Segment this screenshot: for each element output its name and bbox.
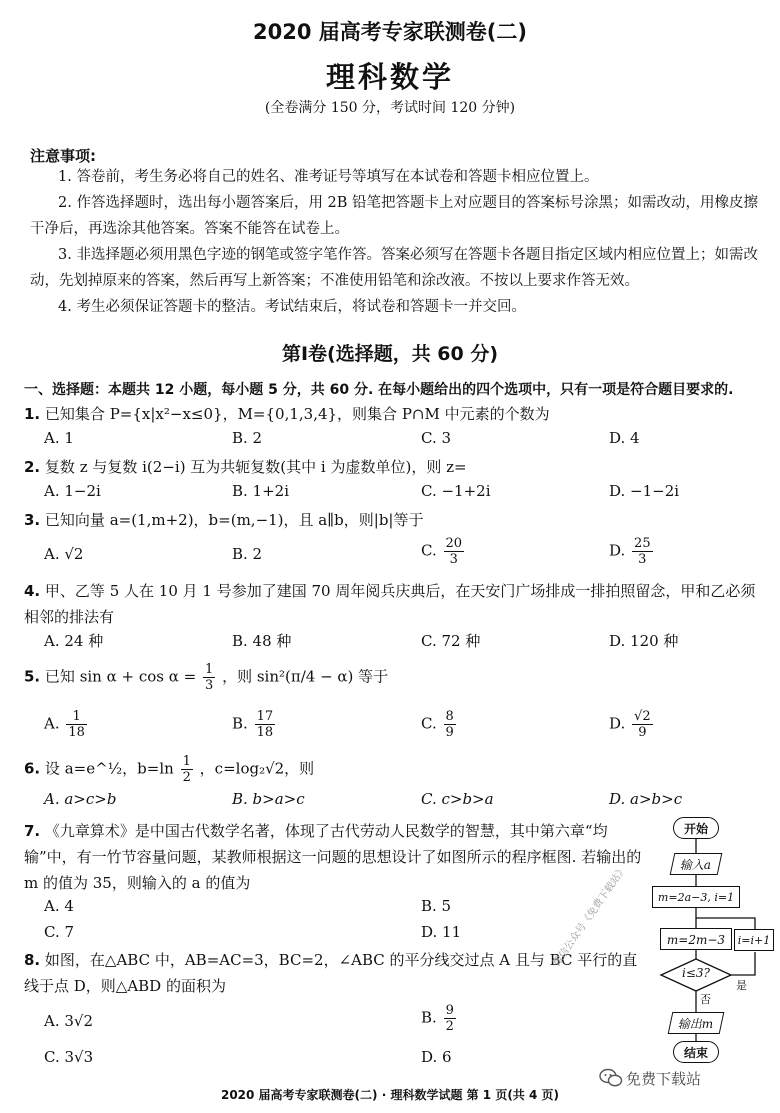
fraction: [632, 709, 653, 740]
flow-output: [668, 1012, 725, 1034]
option-d: [609, 536, 655, 567]
flow-end: 结束: [673, 1041, 719, 1063]
option-a: A. √2: [44, 545, 84, 563]
option-a: A. 1−2i: [44, 482, 101, 500]
flow-input-label: 输入a: [680, 858, 712, 872]
option-a: [44, 709, 89, 740]
question-3: [24, 507, 764, 533]
fraction-numerator: √2: [634, 709, 651, 724]
exam-info: (全卷满分 150 分，考试时间 120 分钟): [264, 100, 516, 116]
flow-update-i: i=i+1: [734, 929, 774, 951]
program-flowchart: [650, 815, 775, 1065]
option-letter: A.: [44, 714, 60, 733]
option-letter: D.: [609, 714, 626, 733]
question-number: 7.: [24, 822, 41, 840]
option-d: D. 11: [421, 923, 462, 941]
option-letter: B.: [421, 1008, 437, 1027]
question-stem: 《九章算术》是中国古代数学名著，体现了古代劳动人民数学的智慧，其中第六章“均输”中，有一竹节容量问题，某教师根据这一问题的思想设计了如图所示的程序框图. 若输出的 m 的值为 35，则输入的 a 的值为: [24, 822, 642, 892]
question-number: 8.: [24, 951, 41, 969]
fraction-numerator: 1: [66, 709, 87, 725]
question-number: 4.: [24, 582, 41, 600]
note-item-3: 3. 非选择题必须用黑色字迹的钢笔或签字笔作答。答案必须写在答题卡各题目指定区域内相应位置上；如需改动，先划掉原来的答案，然后再写上新答案；不准使用铅笔和涂改液。不按以上要求作答无效。: [30, 247, 758, 289]
part-title: 第Ⅰ卷(选择题，共 60 分): [281, 343, 499, 365]
question-stem-part-2: ，c=log₂√2，则: [199, 759, 315, 778]
fraction-denominator: 3: [449, 552, 458, 567]
option-a: A. 24 种: [44, 632, 104, 650]
fraction-numerator: 20: [445, 536, 463, 551]
option-letter: B.: [232, 714, 248, 733]
subject-title: 理科数学: [325, 60, 454, 94]
fraction-denominator: 2: [445, 1019, 454, 1034]
flow-no-label: 否: [700, 993, 711, 1006]
flow-output-label: 输出m: [678, 1017, 714, 1031]
option-c: [421, 536, 466, 567]
question-4: [24, 578, 764, 630]
option-b: B. b>a>c: [232, 790, 305, 808]
fraction: [66, 709, 87, 740]
note-item-4: 4. 考生必须保证答题卡的整洁。考试结束后，将试卷和答题卡一并交回。: [58, 299, 526, 315]
fraction: [181, 754, 193, 785]
fraction: [632, 536, 653, 567]
option-c: C. 3: [421, 429, 452, 447]
fraction-denominator: 18: [68, 725, 85, 740]
fraction-numerator: 17: [256, 709, 274, 724]
fraction: [255, 709, 276, 740]
option-b: B. 5: [421, 897, 452, 915]
option-b: [421, 1003, 458, 1034]
question-stem: 如图，在△ABC 中，AB=AC=3，BC=2，∠ABC 的平分线交过点 A 且与 BC 平行的直线于点 D，则△ABD 的面积为: [24, 951, 638, 995]
option-c: C. 7: [44, 923, 75, 941]
question-5: [24, 662, 764, 693]
option-b: B. 1+2i: [232, 482, 290, 500]
question-7: [24, 818, 646, 896]
fraction: [444, 536, 465, 567]
fraction-denominator: 9: [638, 725, 647, 740]
option-c: C. c>b>a: [421, 790, 494, 808]
fraction: [444, 709, 456, 740]
flow-start: 开始: [673, 817, 719, 839]
option-letter: C.: [421, 714, 437, 733]
option-c: C. 72 种: [421, 632, 481, 650]
exam-series-title: 2020 届高考专家联测卷(二): [253, 20, 527, 44]
fraction-denominator: 3: [205, 678, 214, 693]
option-letter: D.: [609, 541, 626, 560]
note-item-2: 2. 作答选择题时，选出每小题答案后，用 2B 铅笔把答题卡上对应题目的答案标号涂黑；如需改动，用橡皮擦干净后，再选涂其他答案。答案不能答在试卷上。: [30, 195, 759, 237]
fraction: [203, 662, 215, 693]
option-a: A. 4: [44, 897, 74, 915]
option-d: D. 4: [609, 429, 640, 447]
wechat-icon: [599, 1068, 623, 1088]
note-item-1: 1. 答卷前，考生务必将自己的姓名、准考证号等填写在本试卷和答题卡相应位置上。: [58, 169, 599, 185]
question-stem: 已知集合 P={x|x²−x≤0}，M={0,1,3,4}，则集合 P∩M 中元素的个数为: [44, 405, 550, 423]
fraction-numerator: 1: [205, 662, 214, 677]
option-a: A. 3√2: [44, 1012, 94, 1030]
fraction-denominator: 3: [638, 552, 647, 567]
option-b: [232, 709, 277, 740]
question-stem-part-1: 已知 sin α + cos α =: [44, 667, 197, 686]
option-d: D. −1−2i: [609, 482, 680, 500]
question-stem-part-1: 设 a=e^½，b=ln: [44, 759, 174, 778]
fraction: [444, 1003, 456, 1034]
side-watermark: 微信公众号《免费下载站》: [551, 863, 630, 969]
page-footer: 2020 届高考专家联测卷(二) · 理科数学试题 第 1 页(共 4 页): [220, 1088, 560, 1102]
fraction-numerator: 1: [182, 754, 191, 769]
flow-update-m: m=2m−3: [660, 928, 732, 950]
option-b: B. 48 种: [232, 632, 292, 650]
flow-input: [670, 853, 723, 875]
option-d: [609, 709, 655, 740]
option-b: B. 2: [232, 429, 263, 447]
watermark-text: 免费下载站: [626, 1070, 702, 1088]
section-intro: 一、选择题：本题共 12 小题，每小题 5 分，共 60 分. 在每小题给出的四个选项中，只有一项是符合题目要求的.: [24, 382, 734, 398]
question-number: 2.: [24, 458, 41, 476]
flow-condition: i≤3?: [682, 966, 710, 980]
option-a: A. a>c>b: [44, 790, 117, 808]
fraction-denominator: 9: [445, 725, 454, 740]
question-stem: 已知向量 a=(1,m+2)，b=(m,−1)，且 a∥b，则|b|等于: [44, 511, 424, 529]
option-b: B. 2: [232, 545, 263, 563]
question-1: [24, 401, 764, 427]
question-2: [24, 454, 764, 480]
option-a: A. 1: [44, 429, 74, 447]
question-stem-part-2: ，则 sin²(π/4 − α) 等于: [222, 667, 389, 686]
question-number: 3.: [24, 511, 41, 529]
question-number: 5.: [24, 667, 41, 686]
option-d: D. a>b>c: [609, 790, 683, 808]
question-number: 6.: [24, 759, 41, 778]
option-d: D. 6: [421, 1048, 452, 1066]
fraction-numerator: 8: [445, 709, 454, 724]
option-c: [421, 709, 458, 740]
notes-title: 注意事项:: [30, 147, 96, 165]
fraction-numerator: 9: [445, 1003, 454, 1018]
flow-yes-label: 是: [736, 979, 747, 992]
option-d: D. 120 种: [609, 632, 679, 650]
fraction-denominator: 18: [256, 725, 274, 740]
fraction-numerator: 25: [634, 536, 651, 551]
fraction-denominator: 2: [182, 770, 191, 785]
question-stem: 复数 z 与复数 i(2−i) 互为共轭复数(其中 i 为虚数单位)，则 z=: [44, 458, 467, 476]
question-6: [24, 754, 764, 785]
option-letter: C.: [421, 541, 437, 560]
question-stem: 甲、乙等 5 人在 10 月 1 号参加了建国 70 周年阅兵庆典后，在天安门广场排成一排拍照留念，甲和乙必须相邻的排法有: [24, 582, 756, 626]
option-c: C. −1+2i: [421, 482, 491, 500]
flow-init: m=2a−3, i=1: [652, 886, 740, 908]
option-c: C. 3√3: [44, 1048, 94, 1066]
question-number: 1.: [24, 405, 41, 423]
